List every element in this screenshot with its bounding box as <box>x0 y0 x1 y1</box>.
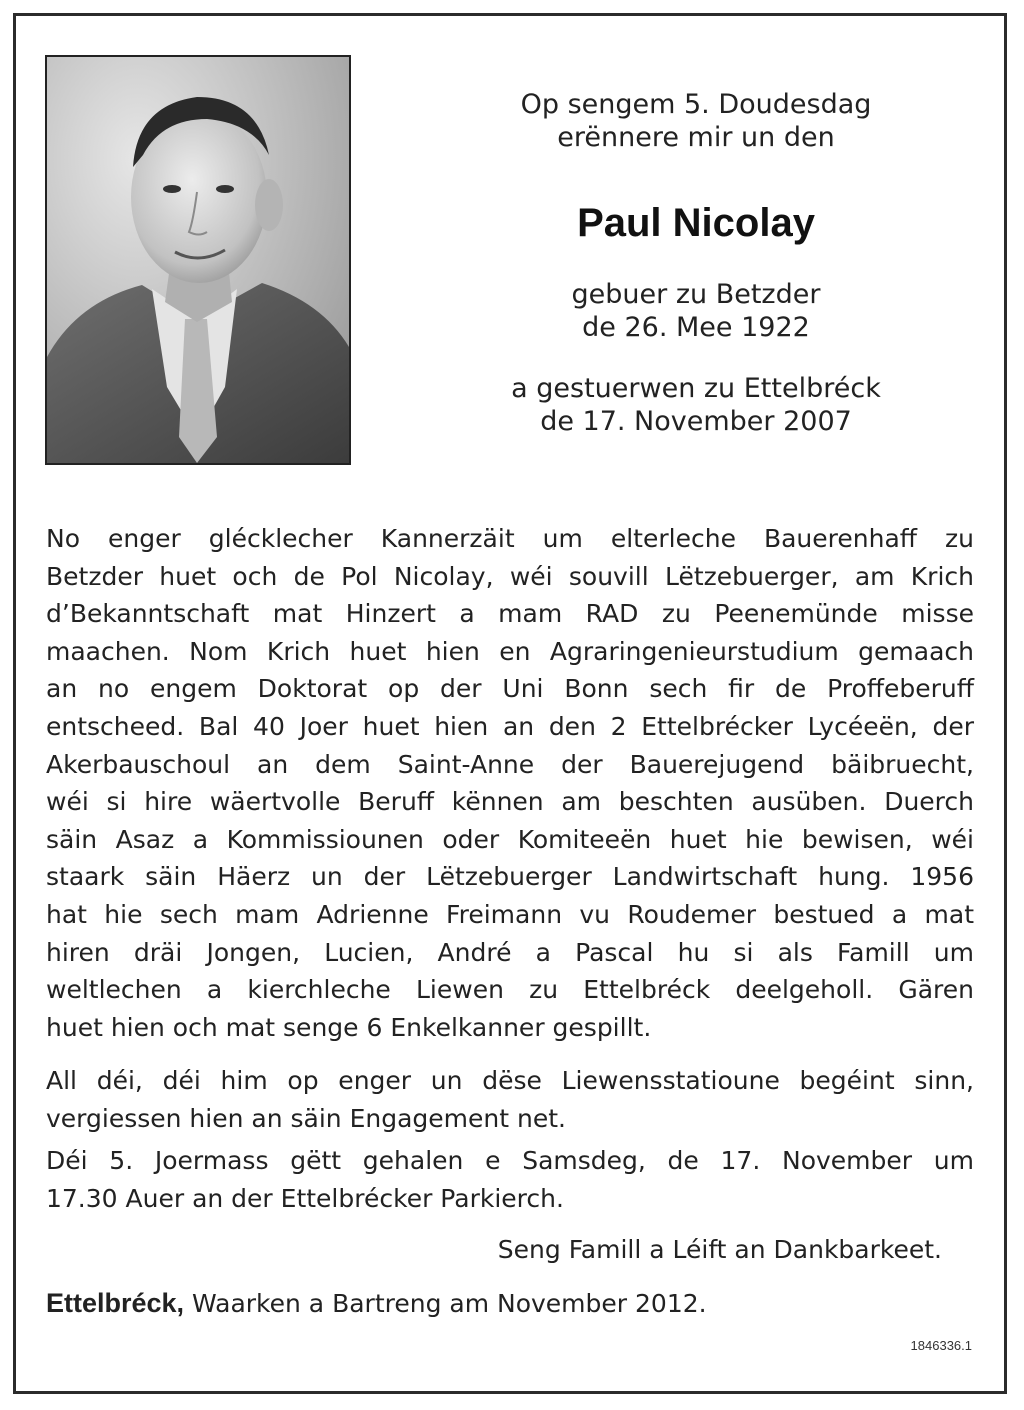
intro-line-1: Op sengem 5. Doudesdag <box>520 89 872 120</box>
bio-line: huet hien och mat senge 6 Enkelkanner gespillt. <box>46 1012 652 1042</box>
place-and-date <box>46 1285 974 1322</box>
bio-line: Betzder huet och de Pol Nicolay, wéi souvill Lëtzebuerger, am Krich <box>46 561 974 591</box>
bio-line: d’Bekanntschaft mat Hinzert a mam RAD zu Peenemünde misse <box>46 599 974 629</box>
biography-paragraph <box>46 520 974 1046</box>
bio-line: No enger glécklecher Kannerzäit um elterleche Bauerenhaff zu <box>46 524 974 553</box>
bio-line: an no engem Doktorat op der Uni Bonn sech fir de Proffeberuff <box>46 674 974 704</box>
mass-line: 17.30 Auer an der Ettelbrécker Parkierch. <box>46 1183 564 1213</box>
birth-place: gebuer zu Betzder <box>571 279 821 310</box>
birth-info <box>400 278 992 344</box>
bio-line: maachen. Nom Krich huet hien en Agraringenieurstudium gemaach <box>46 636 974 666</box>
bio-line: entscheed. Bal 40 Joer huet hien an den 2 Ettelbrécker Lycéeën, der <box>46 711 974 741</box>
bio-line: säin Asaz a Kommissiounen oder Komiteeën huet hie bewisen, wéi <box>46 824 974 854</box>
birth-date: de 26. Mee 1922 <box>582 312 810 343</box>
mass-line: Déi 5. Joermass gëtt gehalen e Samsdeg, de 17. November um <box>46 1146 974 1175</box>
death-place: a gestuerwen zu Ettelbréck <box>511 373 881 404</box>
bio-line: Akerbauschoul an dem Saint-Anne der Bauerejugend bäibruecht, <box>46 749 974 779</box>
place-rest: Waarken a Bartreng am November 2012. <box>184 1289 707 1318</box>
mass-announcement <box>46 1142 974 1217</box>
bio-line: hiren dräi Jongen, Lucien, André a Pascal hu si als Famill um <box>46 937 974 967</box>
family-thanks: Seng Famill a Léift an Dankbarkeet. <box>497 1235 942 1264</box>
remembrance-intro <box>400 88 992 154</box>
bio-line: staark säin Häerz un der Lëtzebuerger Landwirtschaft hung. 1956 <box>46 862 974 892</box>
intro-line-2: erënnere mir un den <box>557 122 835 153</box>
portrait-image <box>47 57 349 463</box>
remembrance-line: All déi, déi him op enger un dëse Liewensstatioune begéint sinn, <box>46 1066 974 1095</box>
bio-line: weltlechen a kierchleche Liewen zu Ettelbréck deelgeholl. Gären <box>46 975 974 1005</box>
deceased-name: Paul Nicolay <box>577 201 815 245</box>
remembrance-paragraph <box>46 1062 974 1137</box>
portrait-photo <box>45 55 351 465</box>
bio-line: hat hie sech mam Adrienne Freimann vu Roudemer bestued a mat <box>46 899 974 929</box>
death-date: de 17. November 2007 <box>540 406 852 437</box>
bio-line: wéi si hire wäertvolle Beruff kënnen am beschten ausüben. Duerch <box>46 787 974 817</box>
reference-number: 1846336.1 <box>910 1338 972 1353</box>
remembrance-line: vergiessen hien an säin Engagement net. <box>46 1103 566 1133</box>
place-town: Ettelbréck, <box>46 1288 185 1318</box>
death-info <box>400 372 992 438</box>
